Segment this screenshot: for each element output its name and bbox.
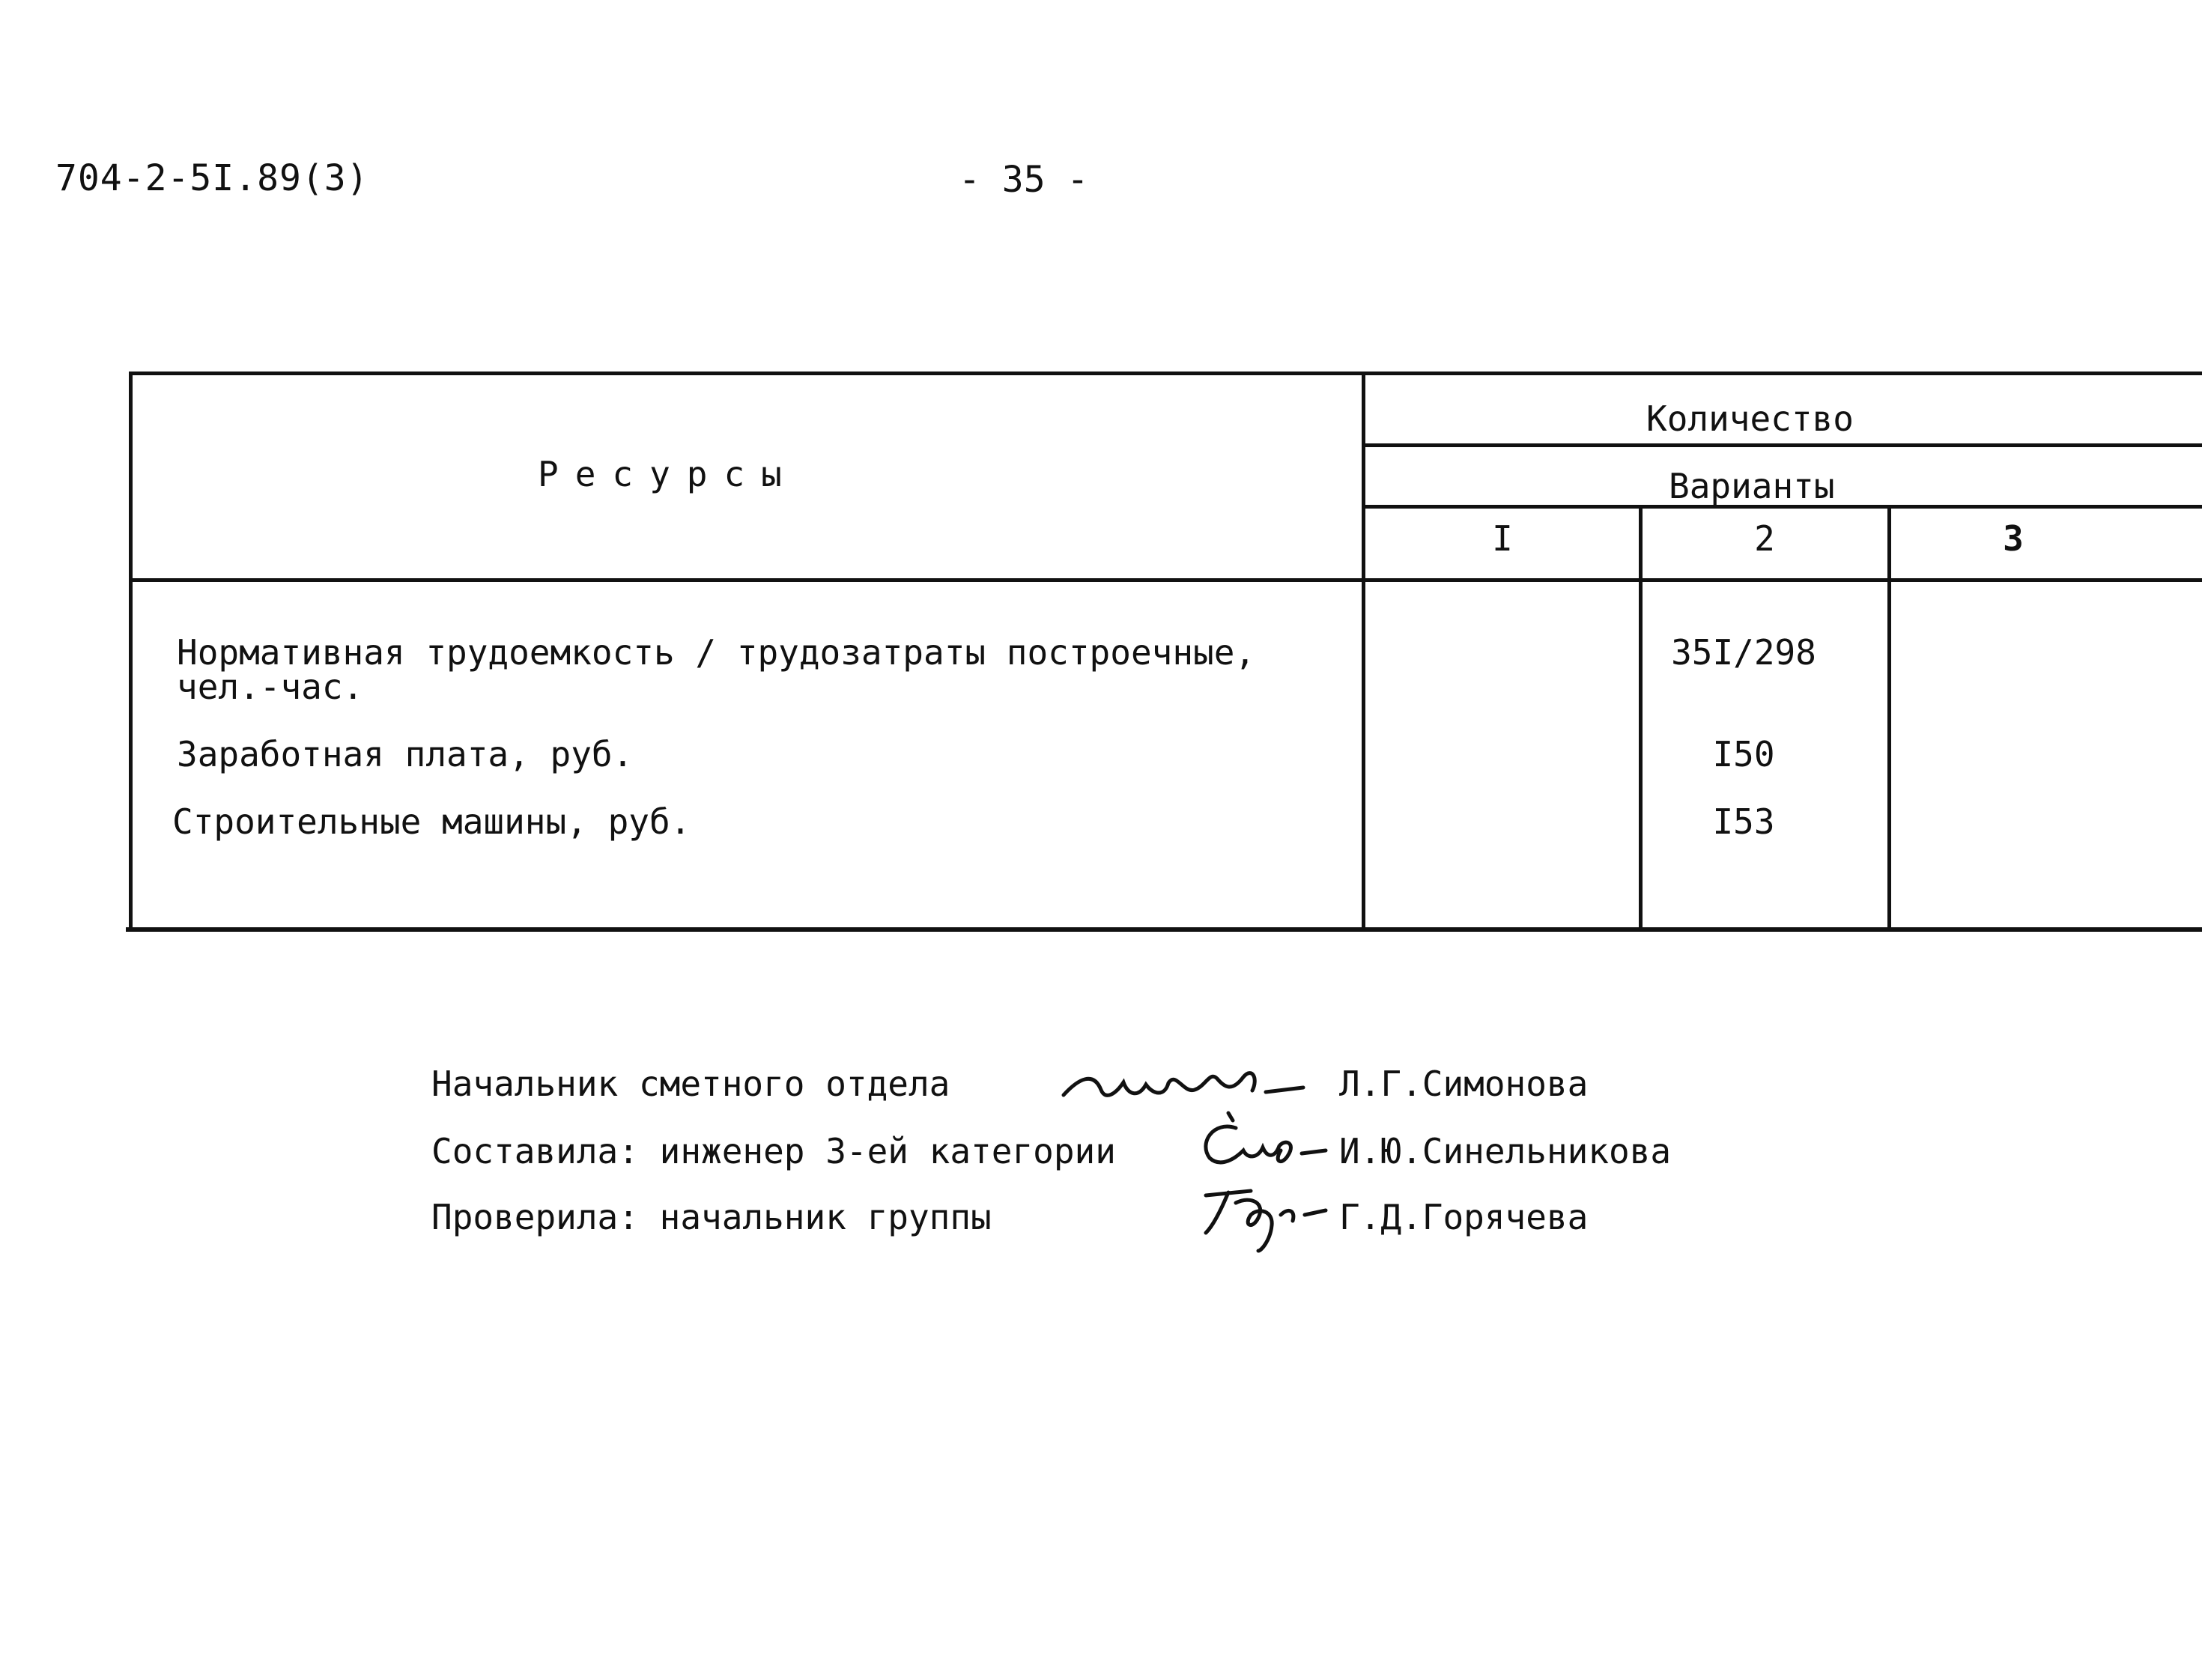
signature-name-head: Л.Г.Симонова (1339, 1064, 1589, 1104)
table-left-border (129, 372, 133, 932)
row-labor-label-line1: Нормативная трудоемкость / трудозатраты построечные, (177, 632, 1256, 673)
quantity-header: Количество (1646, 398, 1854, 439)
variant-2-label: 2 (1754, 518, 1775, 559)
variant-2-3-divider (1887, 505, 1891, 932)
variants-header: Варианты (1669, 466, 1835, 506)
resources-header: Ресурсы (538, 454, 798, 494)
row-labor-label-line2: чел.-час. (177, 667, 364, 707)
table-top-border (129, 372, 2202, 375)
signature-name-checker: Г.Д.Горячева (1339, 1197, 1589, 1237)
resources-column-divider (1362, 372, 1365, 932)
row-wages-label: Заработная плата, руб. (177, 734, 634, 774)
page-number: - 35 - (959, 159, 1089, 201)
signature-role-compiler: Составила: инженер 3-ей категории (431, 1131, 1116, 1171)
signature-role-head: Начальник сметного отдела (431, 1064, 950, 1104)
row-machines-variant-2: I53 (1712, 801, 1775, 842)
row-machines-label: Строительные машины, руб. (172, 801, 691, 842)
document-code: 704-2-5I.89(3) (55, 157, 369, 199)
variant-1-label: I (1492, 518, 1513, 559)
row-wages-variant-2: I50 (1712, 734, 1775, 774)
quantity-divider (1362, 443, 2202, 447)
handwritten-signature-3 (1183, 1173, 1333, 1255)
variant-3-label: 3 (2003, 518, 2024, 559)
row-labor-variant-2: 35I/298 (1671, 632, 1816, 673)
handwritten-signature-2 (1191, 1106, 1333, 1173)
resources-table (126, 372, 2202, 936)
signature-role-checker: Проверила: начальник группы (431, 1197, 992, 1237)
signature-name-compiler: И.Ю.Синельникова (1339, 1131, 1672, 1171)
variant-1-2-divider (1639, 505, 1643, 932)
